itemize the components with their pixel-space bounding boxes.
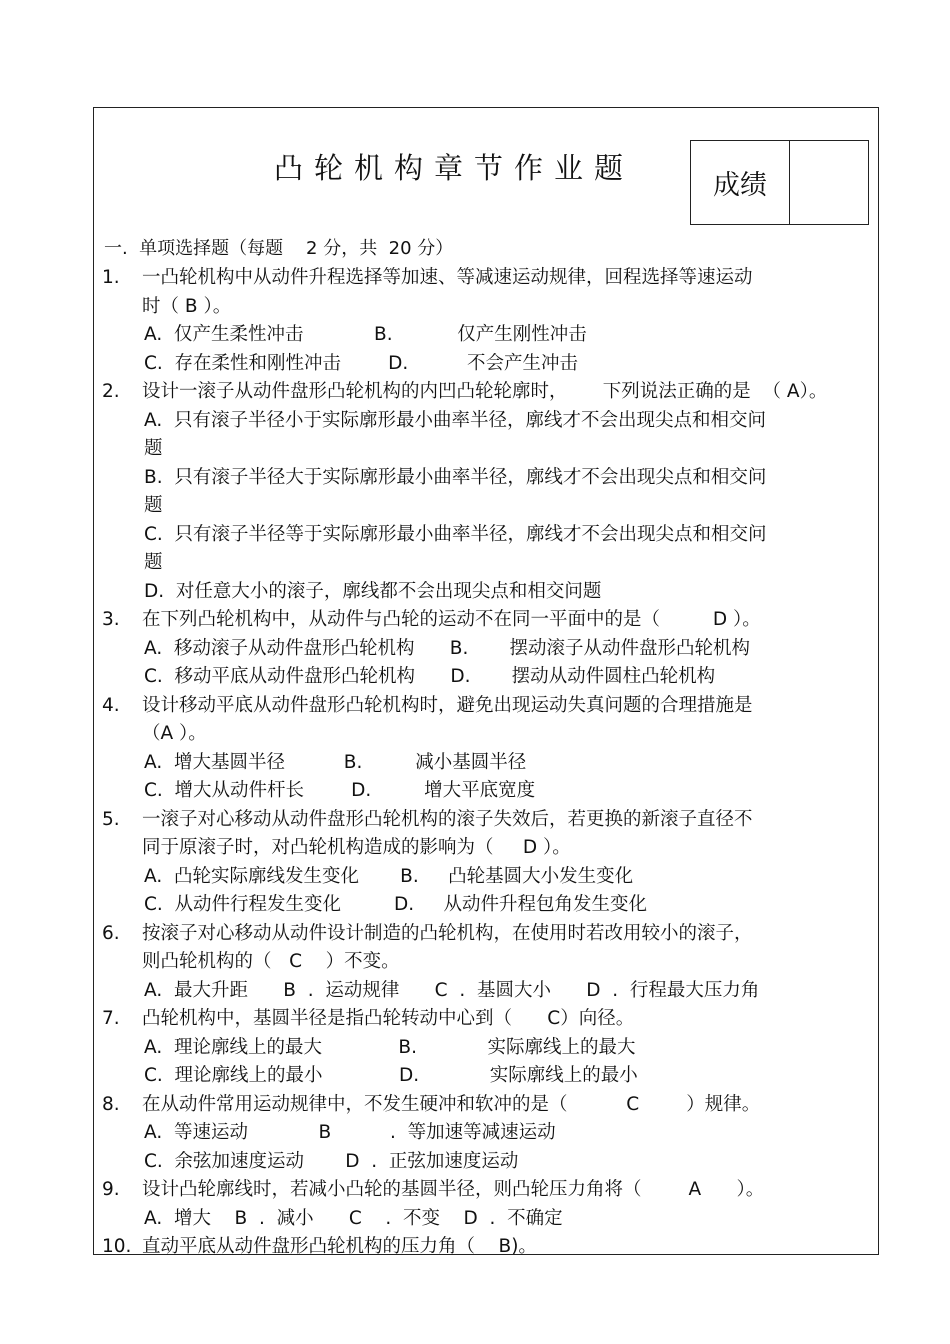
question-line bbox=[102, 606, 877, 635]
question-item bbox=[102, 1091, 877, 1177]
answer-options: C. 理论廓线上的最小 D. 实际廓线上的最小 bbox=[144, 1065, 638, 1086]
answer-options: A. 最大升距 B . 运动规律 C . 基圆大小 D . 行程最大压力角 bbox=[144, 979, 760, 1001]
question-number: 1. bbox=[102, 267, 120, 288]
question-line bbox=[102, 1005, 877, 1034]
question-text-continued: 时（ B ）。 bbox=[142, 295, 232, 317]
answer-options: B. 只有滚子半径大于实际廓形最小曲率半径，廓线才不会出现尖点和相交问 bbox=[144, 466, 767, 488]
answer-options: A. 移动滚子从动件盘形凸轮机构 B. 摆动滚子从动件盘形凸轮机构 bbox=[144, 637, 750, 659]
question-item bbox=[102, 1233, 877, 1255]
question-text: 在下列凸轮机构中，从动件与凸轮的运动不在同一平面中的是（ D ）。 bbox=[142, 609, 761, 630]
question-text: 在从动件常用运动规律中，不发生硬冲和软冲的是（ C ）规律。 bbox=[142, 1093, 761, 1115]
question-text: 设计凸轮廓线时，若减小凸轮的基圆半径，则凸轮压力角将（ A ）。 bbox=[142, 1179, 765, 1200]
question-text-continued: （A ）。 bbox=[142, 723, 207, 744]
question-item bbox=[102, 1005, 877, 1091]
question-number: 9. bbox=[102, 1179, 120, 1200]
question-item bbox=[102, 692, 877, 806]
question-text-continued: 同于原滚子时，对凸轮机构造成的影响为（ D ）。 bbox=[142, 837, 571, 858]
score-box bbox=[690, 140, 869, 225]
answer-options: C. 余弦加速度运动 D . 正弦加速度运动 bbox=[144, 1150, 519, 1172]
answer-options: D. 对任意大小的滚子，廓线都不会出现尖点和相交问题 bbox=[144, 580, 602, 602]
answer-options: A. 增大基圆半径 B. 减小基圆半径 bbox=[144, 751, 527, 773]
question-number: 4. bbox=[102, 694, 120, 716]
question-text: 按滚子对心移动从动件设计制造的凸轮机构，在使用时若改用较小的滚子， bbox=[142, 922, 753, 944]
question-line bbox=[102, 1233, 877, 1255]
question-item bbox=[102, 920, 877, 1006]
answer-options: 题 bbox=[144, 438, 163, 459]
answer-options: C. 存在柔性和刚性冲击 D. 不会产生冲击 bbox=[144, 352, 579, 374]
question-text: 设计移动平底从动件盘形凸轮机构时，避免出现运动失真问题的合理措施是 bbox=[142, 694, 753, 716]
question-number: 6. bbox=[102, 922, 120, 944]
question-line bbox=[102, 378, 877, 407]
question-line bbox=[102, 1176, 877, 1205]
answer-options: A. 等速运动 B . 等加速等减速运动 bbox=[144, 1122, 556, 1143]
question-text: 设计一滚子从动件盘形凸轮机构的内凹凸轮轮廓时， 下列说法正确的是 （ A）。 bbox=[142, 381, 828, 402]
question-number: 7. bbox=[102, 1008, 120, 1029]
answer-options: A. 增大 B . 减小 C . 不变 D . 不确定 bbox=[144, 1207, 563, 1229]
answer-options: C. 只有滚子半径等于实际廓形最小曲率半径，廓线才不会出现尖点和相交问 bbox=[144, 523, 767, 545]
question-text-continued: 则凸轮机构的（ C ）不变。 bbox=[142, 951, 400, 972]
answer-options: A. 只有滚子半径小于实际廓形最小曲率半径，廓线才不会出现尖点和相交问 bbox=[144, 409, 766, 431]
answer-options: C. 移动平底从动件盘形凸轮机构 D. 摆动从动件圆柱凸轮机构 bbox=[144, 666, 716, 687]
answer-options: A. 凸轮实际廓线发生变化 B. 凸轮基圆大小发生变化 bbox=[144, 865, 634, 887]
question-number: 10. bbox=[102, 1236, 132, 1255]
answer-options: C. 增大从动件杆长 D. 增大平底宽度 bbox=[144, 780, 536, 801]
answer-options: 题 bbox=[144, 495, 163, 516]
question-list bbox=[102, 264, 877, 1255]
question-line bbox=[102, 806, 877, 835]
answer-options: A. 理论廓线上的最大 B. 实际廓线上的最大 bbox=[144, 1036, 636, 1058]
question-text: 凸轮机构中，基圆半径是指凸轮转动中心到（ C）向径。 bbox=[142, 1008, 635, 1029]
question-text: 直动平底从动件盘形凸轮机构的压力角（ B)。 bbox=[142, 1236, 537, 1255]
answer-options: 题 bbox=[144, 552, 163, 573]
score-label: 成绩 bbox=[691, 141, 790, 224]
question-number: 2. bbox=[102, 381, 120, 402]
question-line bbox=[102, 692, 877, 721]
question-line bbox=[102, 264, 877, 293]
question-number: 5. bbox=[102, 808, 120, 830]
question-line bbox=[102, 920, 877, 949]
section-header: 一. 单项选择题（每题 2 分，共 20 分） bbox=[104, 238, 454, 259]
question-number: 8. bbox=[102, 1093, 120, 1115]
question-item bbox=[102, 1176, 877, 1233]
page-title: 凸轮机构章节作业题 bbox=[274, 151, 635, 185]
document-frame bbox=[93, 107, 879, 1255]
question-item bbox=[102, 606, 877, 692]
question-text: 一凸轮机构中从动件升程选择等加速、等减速运动规律，回程选择等速运动 bbox=[142, 267, 753, 288]
question-number: 3. bbox=[102, 609, 120, 630]
question-item bbox=[102, 264, 877, 378]
score-value-cell[interactable] bbox=[790, 141, 868, 224]
answer-options: C. 从动件行程发生变化 D. 从动件升程包角发生变化 bbox=[144, 894, 648, 915]
question-line bbox=[102, 1091, 877, 1120]
answer-options: A. 仅产生柔性冲击 B. 仅产生刚性冲击 bbox=[144, 324, 587, 345]
question-item bbox=[102, 806, 877, 920]
question-item bbox=[102, 378, 877, 606]
question-text: 一滚子对心移动从动件盘形凸轮机构的滚子失效后，若更换的新滚子直径不 bbox=[142, 808, 753, 830]
